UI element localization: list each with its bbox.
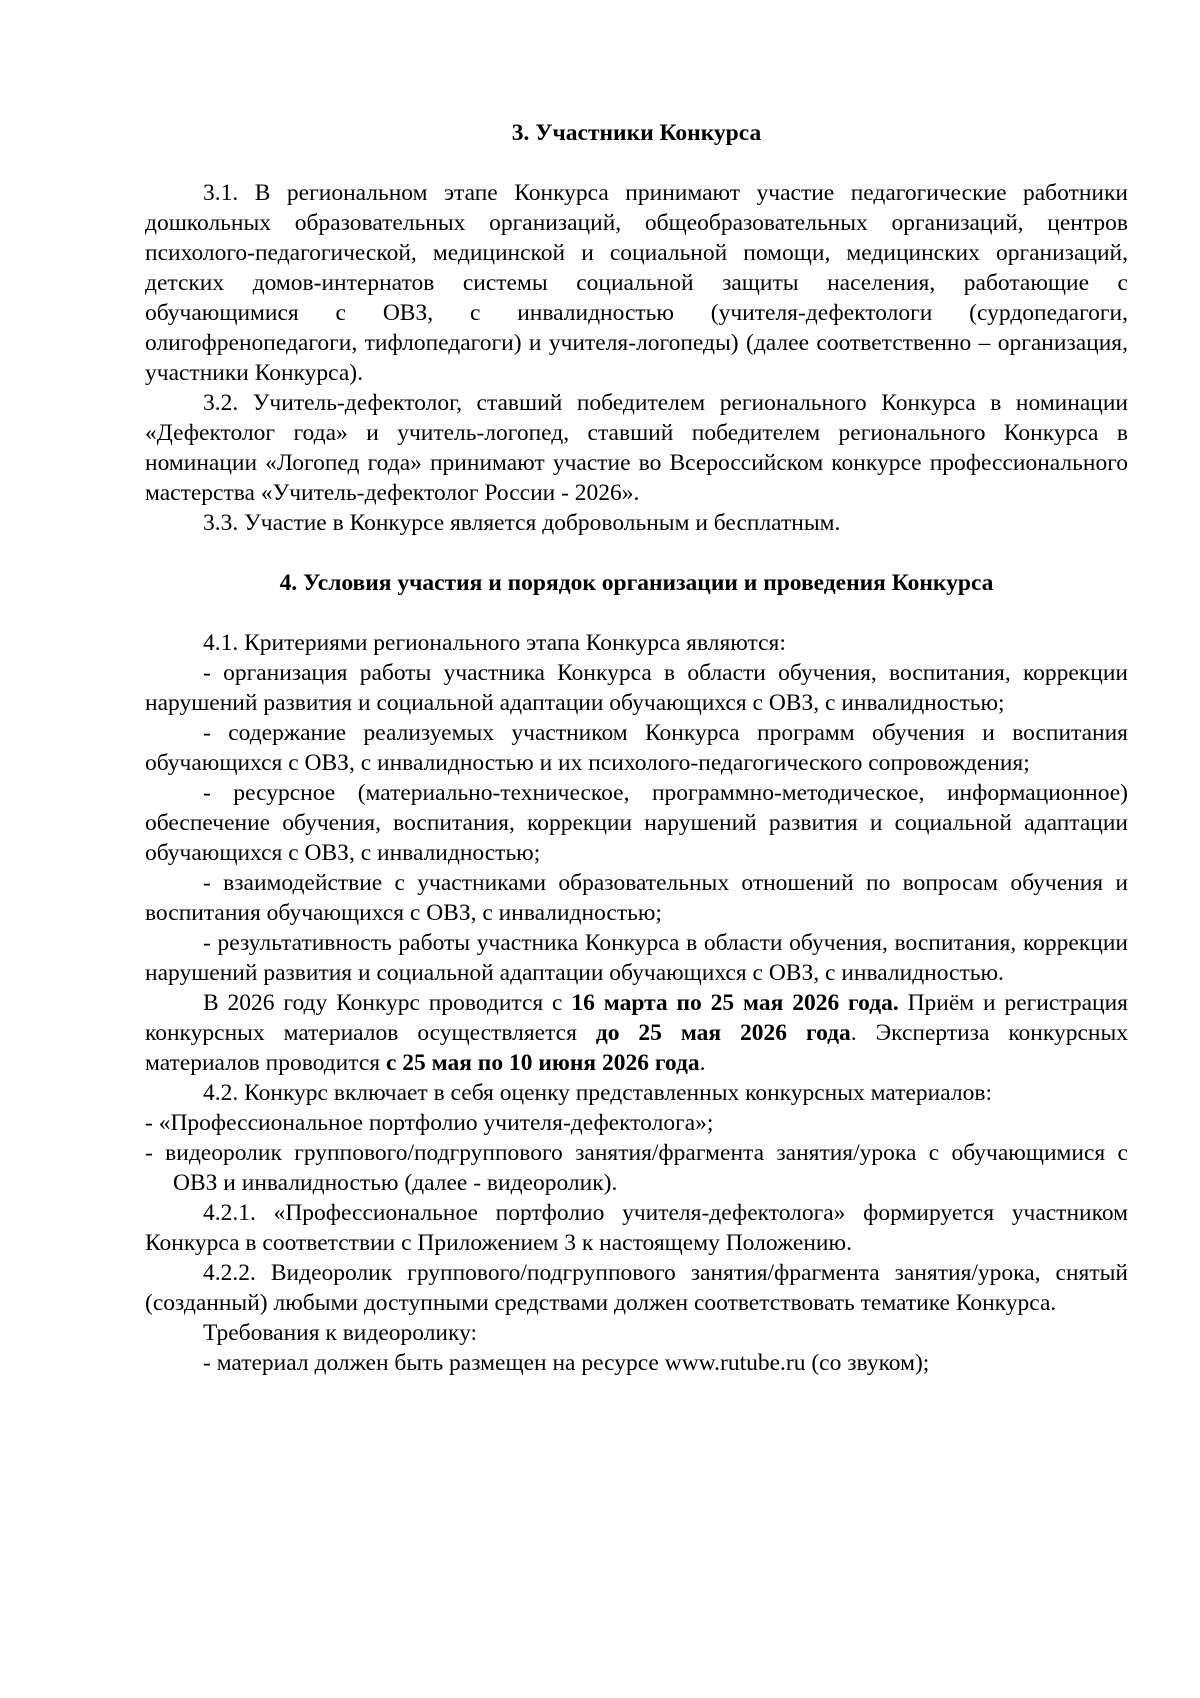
paragraph-3-1: 3.1. В региональном этапе Конкурса принимают участие педагогические работники дошкольных образовательных организаций, общеобразовательных организаций, центров психолого-педагогической, медицинской и социальной помощи, медицинских организаций, детских домов-интернатов системы социальной защиты населения, работающие с обучающимися с ОВЗ, с инвалидностью (учителя-дефектологи (сурдопедагоги, олигофренопедагоги, тифлопедагоги) и учителя-логопеды) (далее соответственно – организация, участники Конкурса).	[145, 180, 1128, 386]
paragraph-4-1: 4.1. Критериями регионального этапа Конкурса являются:	[203, 630, 786, 656]
material-1: - «Профессиональное портфолио учителя-дефектолога»;	[145, 1110, 714, 1136]
dates-text-4: .	[699, 1050, 706, 1076]
paragraph-3-3: 3.3. Участие в Конкурсе является добровольным и бесплатным.	[203, 510, 841, 536]
video-requirements-heading: Требования к видеоролику:	[203, 1320, 478, 1346]
dates-bold-1: 16 марта по 25 мая 2026 года.	[571, 990, 899, 1016]
dates-paragraph	[145, 988, 1128, 1078]
dates-bold-2: до 25 мая 2026 года	[595, 1020, 851, 1046]
section-gap	[145, 538, 1128, 568]
dates-bold-3: с 25 мая по 10 июня 2026 года	[385, 1050, 700, 1076]
material-2: - видеоролик группового/подгруппового занятия/фрагмента занятия/урока с обучающимися с ОВЗ и инвалидностью (далее - видеоролик).	[145, 1140, 1128, 1196]
criterion-4: - взаимодействие с участниками образовательных отношений по вопросам обучения и воспитания обучающихся с ОВЗ, с инвалидностью;	[145, 870, 1128, 926]
dates-text-3: . Экспертиза конкурсных материалов проводится	[145, 1020, 1128, 1076]
paragraph-4-2: 4.2. Конкурс включает в себя оценку представленных конкурсных материалов:	[203, 1080, 992, 1106]
criterion-2: - содержание реализуемых участником Конкурса программ обучения и воспитания обучающихся с ОВЗ, с инвалидностью и их психолого-педагогического сопровождения;	[145, 720, 1128, 776]
paragraph-4-2-2: 4.2.2. Видеоролик группового/подгруппового занятия/фрагмента занятия/урока, снятый (созданный) любыми доступными средствами должен соответствовать тематике Конкурса.	[145, 1260, 1128, 1316]
criterion-5: - результативность работы участника Конкурса в области обучения, воспитания, коррекции нарушений развития и социальной адаптации обучающихся с ОВЗ, с инвалидностью.	[145, 930, 1128, 986]
criterion-3: - ресурсное (материально-техническое, программно-методическое, информационное) обеспечение обучения, воспитания, коррекции нарушений развития и социальной адаптации обучающихся с ОВЗ, с инвалидностью;	[145, 780, 1128, 866]
criterion-1: - организация работы участника Конкурса в области обучения, воспитания, коррекции нарушений развития и социальной адаптации обучающихся с ОВЗ, с инвалидностью;	[145, 660, 1128, 716]
document-content	[145, 118, 1128, 1378]
section-3-title: 3. Участники Конкурса	[511, 120, 762, 146]
dates-text-1: В 2026 году Конкурс проводится с	[203, 990, 572, 1016]
video-requirement-1: - материал должен быть размещен на ресурсе www.rutube.ru (со звуком);	[203, 1350, 930, 1376]
section-4-title: 4. Условия участия и порядок организации и проведения Конкурса	[279, 570, 994, 596]
paragraph-3-2: 3.2. Учитель-дефектолог, ставший победителем регионального Конкурса в номинации «Дефектолог года» и учитель-логопед, ставший победителем регионального Конкурса в номинации «Логопед года» принимают участие во Всероссийском конкурсе профессионального мастерства «Учитель-дефектолог России - 2026».	[145, 390, 1128, 506]
dates-text-2: Приём и регистрация конкурсных материалов осуществляется	[145, 990, 1128, 1046]
paragraph-4-2-1: 4.2.1. «Профессиональное портфолио учителя-дефектолога» формируется участником Конкурса в соответствии с Приложением 3 к настоящему Положению.	[145, 1200, 1128, 1256]
